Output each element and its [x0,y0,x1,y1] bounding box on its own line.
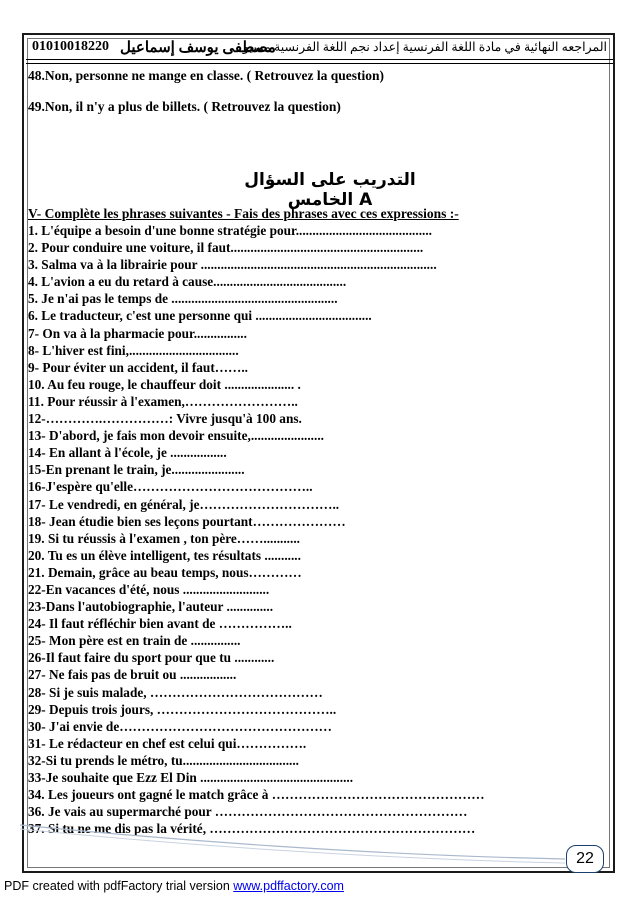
header-title: المراجعه النهائية في مادة اللغة الفرنسية إعداد نجم اللغة الفرنسية مسيو [242,40,607,54]
section-title-letter: A [359,190,373,210]
exercise-item: 28- Si je suis malade, ………………………………… [28,684,323,700]
exercise-item: 8- L'hiver est fini,................................. [28,342,239,358]
exercise-item: 7- On va à la pharmacie pour................ [28,325,247,341]
exercise-item: 15-En prenant le train, je...................... [28,462,245,478]
header-phone: 01010018220 [32,39,109,54]
exercise-item: 36. Je vais au supermarché pour ………………………………………………… [28,804,468,820]
section-title-arabic: التدريب على السؤال الخامس [244,170,416,210]
exercise-item: 37. Si tu ne me dis pas la vérité, …………………………………………………… [28,821,476,837]
header-author-name: مصطفى يوسف إسماعيل [120,40,276,56]
exercise-item: 33-Je souhaite que Ezz El Din .............................................. [28,770,354,785]
exercise-item: 20. Tu es un élève intelligent, tes résultats ........... [28,547,301,563]
exercise-item: 21. Demain, grâce au beau temps, nous………… [28,564,302,580]
exercise-item: 14- En allant à l'école, je ................. [28,445,227,461]
exercise-item: 11. Pour réussir à l'examen,…………………….. [28,393,298,409]
exercise-item: 4. L'avion a eu du retard à cause........................................ [28,274,347,290]
exercise-item: 3. Salma va à la librairie pour ....................................................................... [28,257,437,273]
exercise-item: 30- J'ai envie de………………………………………… [28,718,332,734]
exercise-item: 31- Le rédacteur en chef est celui qui……………. [28,735,307,751]
exercise-item: 32-Si tu prends le métro, tu................................... [28,752,299,768]
exercise-item: 9- Pour éviter un accident, il faut…….. [28,359,248,375]
exercise-item: 17- Le vendredi, en général, je………………………….. [28,496,340,512]
footer-link[interactable]: www.pdffactory.com [233,879,344,893]
footer-text: PDF created with pdfFactory trial version [4,879,234,893]
exercise-item: 5. Je n'ai pas le temps de .................................................. [28,291,338,307]
exercise-item: 24- Il faut réfléchir bien avant de …………….. [28,616,292,632]
exercise-item: 19. Si tu réussis à l'examen , ton père……........... [28,530,300,546]
exercise-item: 6. Le traducteur, c'est une personne qui ................................... [28,308,372,324]
decorative-swoosh-icon [20,815,638,875]
exercise-item: 22-En vacances d'été, nous .......................... [28,581,270,597]
header-rule [26,59,613,60]
exercise-item: 26-Il faut faire du sport pour que tu ............ [28,650,275,666]
header-rule-secondary [26,63,613,64]
exercise-item: 12-………….……………: Vivre jusqu'à 100 ans. [28,411,302,427]
question-49: 49.Non, il n'y a plus de billets. ( Retrouvez la question) [28,99,341,114]
exercise-item: 27- Ne fais pas de bruit ou ................. [28,667,237,683]
page-header [28,37,611,59]
section-title [210,170,450,210]
exercise-item: 34. Les joueurs ont gagné le match grâce à ………………………………………… [28,787,485,803]
exercise-item: 18- Jean étudie bien ses leçons pourtant………………… [28,513,346,529]
exercise-item: 29- Depuis trois jours, ………………………………….. [28,701,337,717]
pdf-footer [4,879,344,893]
exercise-item: 1. L'équipe a besoin d'une bonne stratégie pour......................................... [28,223,433,238]
exercise-item: 13- D'abord, je fais mon devoir ensuite,...................... [28,428,324,444]
question-48: 48.Non, personne ne mange en classe. ( Retrouvez la question) [28,68,384,83]
exercise-item: 10. Au feu rouge, le chauffeur doit ..................... . [28,376,301,392]
page-number-badge: 22 [566,845,604,873]
exercise-item: 16-J'espère qu'elle………………………………….. [28,479,313,495]
exercise-items-list [28,222,485,837]
exercise-item: 25- Mon père est en train de ............... [28,633,241,649]
exercise-item: 23-Dans l'autobiographie, l'auteur .............. [28,599,274,615]
exercise-item: 2. Pour conduire une voiture, il faut.......................................................... [28,240,424,256]
exercise-instruction: V- Complète les phrases suivantes - Fais des phrases avec ces expressions :- [28,206,459,221]
